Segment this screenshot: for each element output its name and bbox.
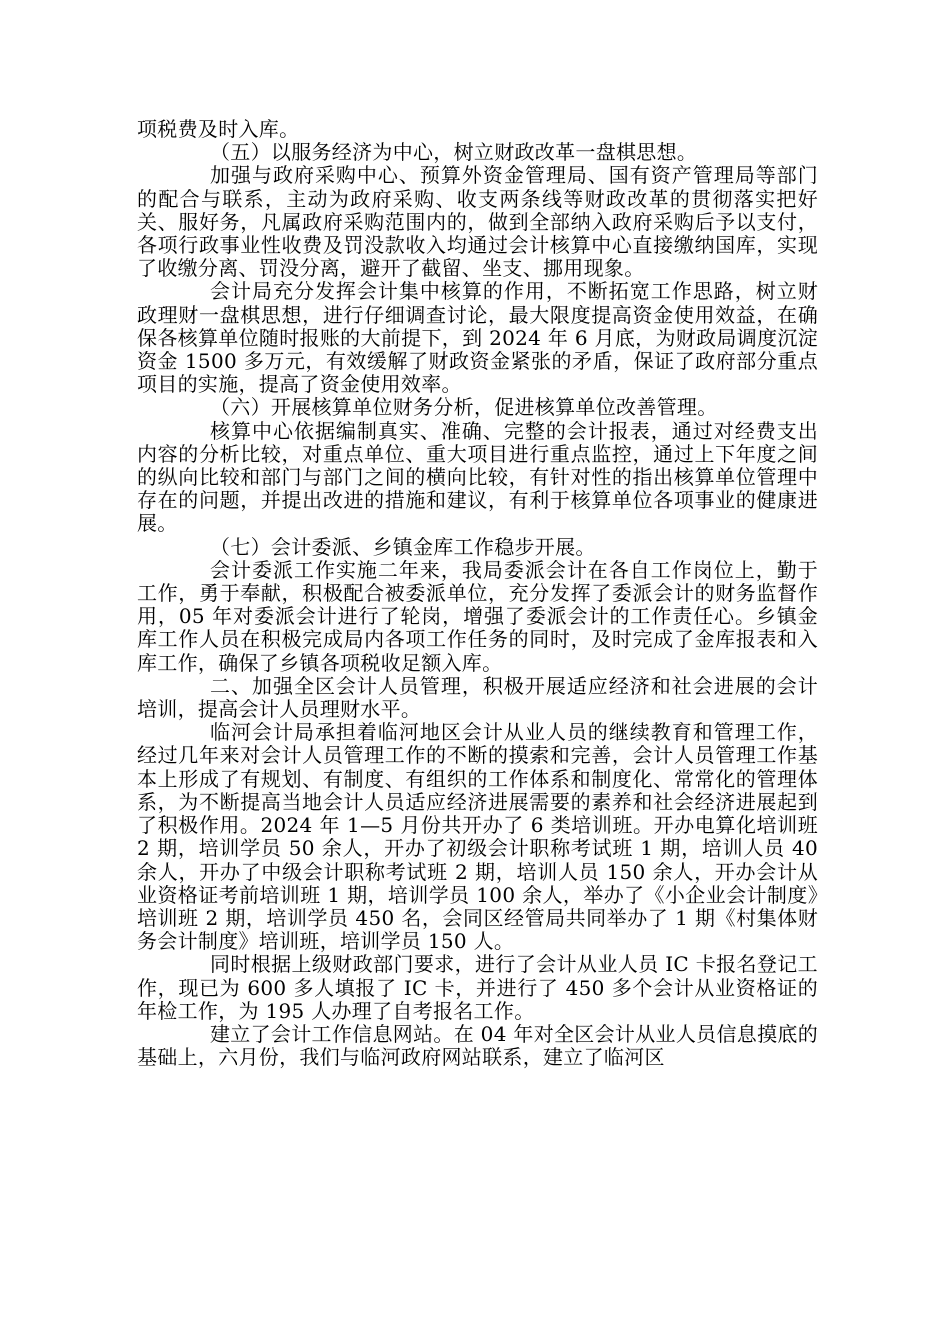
paragraph: 建立了会计工作信息网站。在 04 年对全区会计从业人员信息摸底的基础上，六月份，我们与临河政府网站联系，建立了临河区 <box>137 1021 818 1070</box>
section-heading-2: 二、加强全区会计人员管理，积极开展适应经济和社会进展的会计培训，提高会计人员理财水平。 <box>137 673 818 722</box>
paragraph: 临河会计局承担着临河地区会计从业人员的继续教育和管理工作，经过几年来对会计人员管理工作的不断的摸索和完善，会计人员管理工作基本上形成了有规划、有制度、有组织的工作体系和制度化、常常化的管理体系，为不断提高当地会计人员适应经济进展需要的素养和社会经济进展起到了积极作用。2024 年 1—5 月份共开办了 6 类培训班。开办电算化培训班 2 期，培训学员 50 余人，开办了初级会计职称考试班 1 期，培训人员 40 余人，开办了中级会计职称考试班 2 期，培训人员 150 余人，开办会计从业资格证考前培训班 1 期，培训学员 100 余人，举办了《小企业会计制度》培训班 2 期，培训学员 450 名，会同区经管局共同举办了 1 期《村集体财务会计制度》培训班，培训学员 150 人。 <box>137 720 818 954</box>
paragraph: 加强与政府采购中心、预算外资金管理局、国有资产管理局等部门的配合与联系，主动为政府采购、收支两条线等财政改革的贯彻落实把好关、服好务，凡属政府采购范围内的，做到全部纳入政府采购后予以支付，各项行政事业性收费及罚没款收入均通过会计核算中心直接缴纳国库，实现了收缴分离、罚没分离，避开了截留、坐支、挪用现象。 <box>137 163 818 281</box>
section-heading-6: （六）开展核算单位财务分析，促进核算单位改善管理。 <box>210 395 718 420</box>
paragraph: 同时根据上级财政部门要求，进行了会计从业人员 IC 卡报名登记工作，现已为 600 多人填报了 IC 卡，并进行了 450 多个会计从业资格证的年检工作，为 195 人办理了自考报名工作。 <box>137 952 818 1023</box>
section-heading-5: （五）以服务经济为中心，树立财政改革一盘棋思想。 <box>210 140 698 165</box>
section-heading-7: （七）会计委派、乡镇金库工作稳步开展。 <box>210 534 596 559</box>
paragraph: 会计局充分发挥会计集中核算的作用，不断拓宽工作思路，树立财政理财一盘棋思想，进行仔细调查讨论，最大限度提高资金使用效益，在确保各核算单位随时报账的大前提下，到 2024 年 6 月底，为财政局调度沉淀资金 1500 多万元，有效缓解了财政资金紧张的矛盾，保证了政府部分重点项目的实施，提高了资金使用效率。 <box>137 279 818 397</box>
paragraph: 核算中心依据编制真实、准确、完整的会计报表，通过对经费支出内容的分析比较，对重点单位、重大项目进行重点监控，通过上下年度之间的纵向比较和部门与部门之间的横向比较，有针对性的指出核算单位管理中存在的问题，并提出改进的措施和建议，有利于核算单位各项事业的健康进展。 <box>137 418 818 536</box>
paragraph-continuation: 项税费及时入库。 <box>137 117 300 141</box>
paragraph: 会计委派工作实施二年来，我局委派会计在各自工作岗位上，勤于工作，勇于奉献，积极配合被委派单位，充分发挥了委派会计的财务监督作用，05 年对委派会计进行了轮岗，增强了委派会计的工作责任心。乡镇金库工作人员在积极完成局内各项工作任务的同时，及时完成了金库报表和入库工作，确保了乡镇各项税收足额入库。 <box>137 557 818 675</box>
